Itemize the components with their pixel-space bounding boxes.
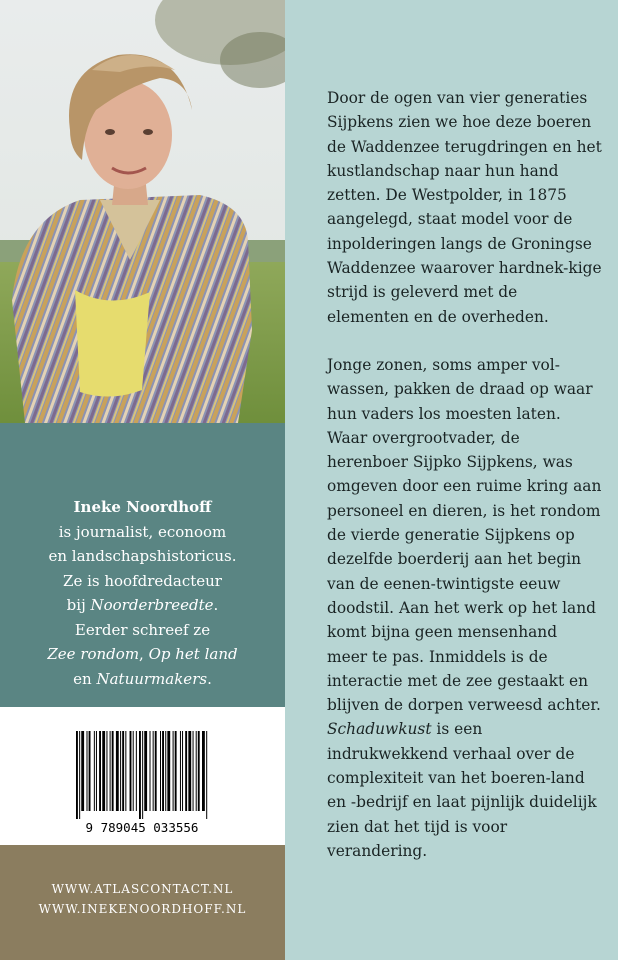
bio-line-4-suffix: .: [213, 596, 219, 614]
bio-separator: ,: [139, 645, 149, 663]
barcode-bar: [182, 731, 183, 811]
publisher-footer: [0, 845, 285, 960]
author-photo-illustration: [0, 0, 285, 423]
right-column: [285, 0, 618, 960]
magazine-title: Noorderbreedte: [90, 596, 214, 614]
book-blurb: [327, 86, 602, 863]
barcode-bar: [188, 731, 191, 811]
bio-line-5: Eerder schreef ze: [74, 620, 211, 639]
barcode-bars: [76, 731, 207, 819]
barcode-bar: [155, 731, 157, 811]
barcode-bar: [79, 731, 80, 819]
author-bio: [0, 423, 285, 691]
book-title: Schaduwkust: [327, 720, 432, 739]
blurb-paragraph-2: [327, 353, 602, 863]
barcode-bar: [185, 731, 187, 811]
bio-end: .: [207, 669, 212, 688]
author-name: Ineke Noordhoff: [73, 498, 212, 516]
publisher-url[interactable]: WWW.ATLASCONTACT.NL: [51, 882, 234, 896]
barcode-bar: [139, 731, 141, 819]
barcode-bar: [89, 731, 91, 811]
bio-and: en: [73, 669, 97, 688]
barcode-bar: [175, 731, 177, 811]
barcode-bar: [99, 731, 101, 811]
barcode-bar: [150, 731, 151, 811]
barcode-bar: [153, 731, 154, 811]
isbn-digits: 9 789045 033556: [85, 820, 199, 835]
barcode-bar: [87, 731, 88, 811]
barcode-bar: [160, 731, 161, 811]
author-url[interactable]: WWW.INEKENOORDHOFF.NL: [38, 902, 247, 916]
barcode-bar: [110, 731, 111, 811]
barcode-bar: [116, 731, 119, 811]
book-title-2: Op het land: [148, 645, 238, 663]
bio-line-2: en landschapshistoricus.: [48, 547, 237, 565]
barcode-bar: [106, 731, 107, 811]
blurb-paragraph-2-end: is een indrukwekkend verhaal over de complexiteit van het boeren-land en -bedrijf en laat pijnlijk duidelijk zien dat het tijd is voor verandering.: [327, 720, 597, 860]
book-title-3: Natuurmakers: [96, 669, 208, 688]
barcode-bar: [167, 731, 170, 811]
barcode-bar: [76, 731, 78, 819]
blurb-paragraph-2-start: Jonge zonen, soms amper vol-wassen, pakken de draad op waar hun vaders los moesten laten. Waar overgrootvader, de herenboer Sijpko Sijpkens, was omgeven door een ruime kring aan personeel en dieren, is het rondom de vierde generatie Sijpkens op dezelfde boerderij aan het begin van de eenen-twintigste eeuw doodstil. Aan het werk op het land komt bijna geen mensenhand meer te pas. Inmiddels is de interactie met de zee gestaakt en blijven de dorpen verweesd achter.: [327, 355, 602, 715]
blurb-paragraph-1: Door de ogen van vier generaties Sijpkens zien we hoe deze boeren de Waddenzee terugdringen en het kustlandschap naar hun hand zetten. De Westpolder, in 1875 aangelegd, staat model voor de inpolderingen langs de Groningse Waddenzee waarover hardnek-kige strijd is geleverd met de elementen en de overheden.: [327, 89, 602, 326]
author-photo: [0, 0, 285, 423]
barcode-bar: [112, 731, 114, 811]
left-column: [0, 0, 285, 960]
bio-line-3: Ze is hoofdredacteur: [63, 571, 222, 590]
author-bio-panel: [0, 423, 285, 707]
barcode-bar: [180, 731, 181, 811]
barcode-bar: [193, 731, 194, 811]
bio-line-4-prefix: bij: [66, 596, 91, 614]
barcode-bar: [120, 731, 121, 811]
barcode-bar: [198, 731, 200, 811]
barcode-bar: [202, 731, 205, 811]
barcode-bar: [173, 731, 174, 811]
barcode-bar: [206, 731, 207, 819]
barcode-bar: [144, 731, 147, 811]
barcode-bar: [136, 731, 137, 811]
barcode-bar: [165, 731, 166, 811]
barcode-bar: [142, 731, 143, 819]
barcode-bar: [102, 731, 105, 811]
barcode-bar: [94, 731, 95, 811]
barcode-bar: [122, 731, 124, 811]
bio-line-1: is journalist, econoom: [58, 522, 227, 541]
barcode-bar: [133, 731, 134, 811]
barcode-area: [0, 707, 285, 845]
barcode-bar: [81, 731, 84, 811]
barcode-bar: [96, 731, 97, 811]
barcode-bar: [125, 731, 126, 811]
barcode-bar: [196, 731, 197, 811]
barcode-bar: [162, 731, 164, 811]
isbn-barcode: [72, 729, 212, 837]
barcode-bar: [130, 731, 132, 811]
book-title-1: Zee rondom: [47, 645, 140, 663]
